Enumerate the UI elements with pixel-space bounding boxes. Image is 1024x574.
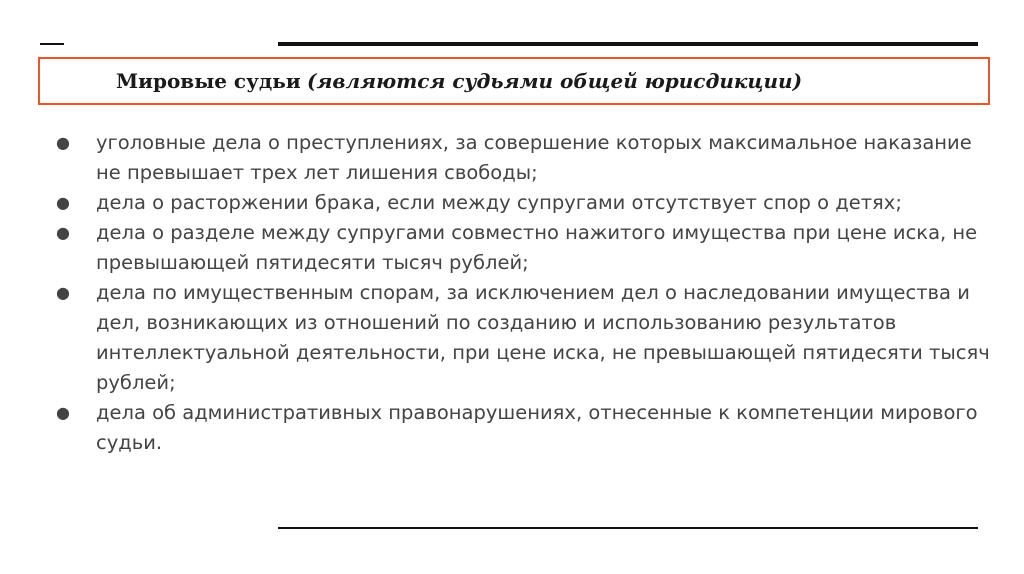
bullet-icon: ● (56, 193, 70, 212)
list-item (46, 188, 996, 218)
bullet-icon: ● (56, 223, 70, 242)
top-long-divider (278, 42, 978, 46)
bullet-list (46, 128, 996, 458)
bullet-icon: ● (56, 283, 70, 302)
list-item (46, 218, 996, 278)
slide-title (116, 69, 802, 93)
bullet-icon: ● (56, 133, 70, 152)
list-item (46, 128, 996, 188)
list-item (46, 278, 996, 398)
list-item-text: дела о расторжении брака, если между супругами отсутствует спор о детях; (96, 191, 902, 214)
list-item-text: дела о разделе между супругами совместно нажитого имущества при цене иска, не превышающей пятидесяти тысяч рублей; (96, 221, 978, 274)
list-item-text: дела по имущественным спорам, за исключением дел о наследовании имущества и дел, возникающих из отношений по созданию и использованию результатов интеллектуальной деятельности, при цене иска, не превышающей пятидесяти тысяч рублей; (96, 281, 990, 394)
title-parenthetical: (являются судьями общей юрисдикции) (307, 69, 803, 93)
top-short-divider (40, 43, 64, 45)
bullet-icon: ● (56, 403, 70, 422)
list-item-text: уголовные дела о преступлениях, за совершение которых максимальное наказание не превышает трех лет лишения свободы; (96, 131, 972, 184)
list-item-text: дела об административных правонарушениях, отнесенные к компетенции мирового судьи. (96, 401, 978, 454)
bottom-divider (278, 527, 978, 529)
title-main: Мировые судьи (116, 69, 301, 93)
title-box (38, 57, 990, 105)
list-item (46, 398, 996, 458)
